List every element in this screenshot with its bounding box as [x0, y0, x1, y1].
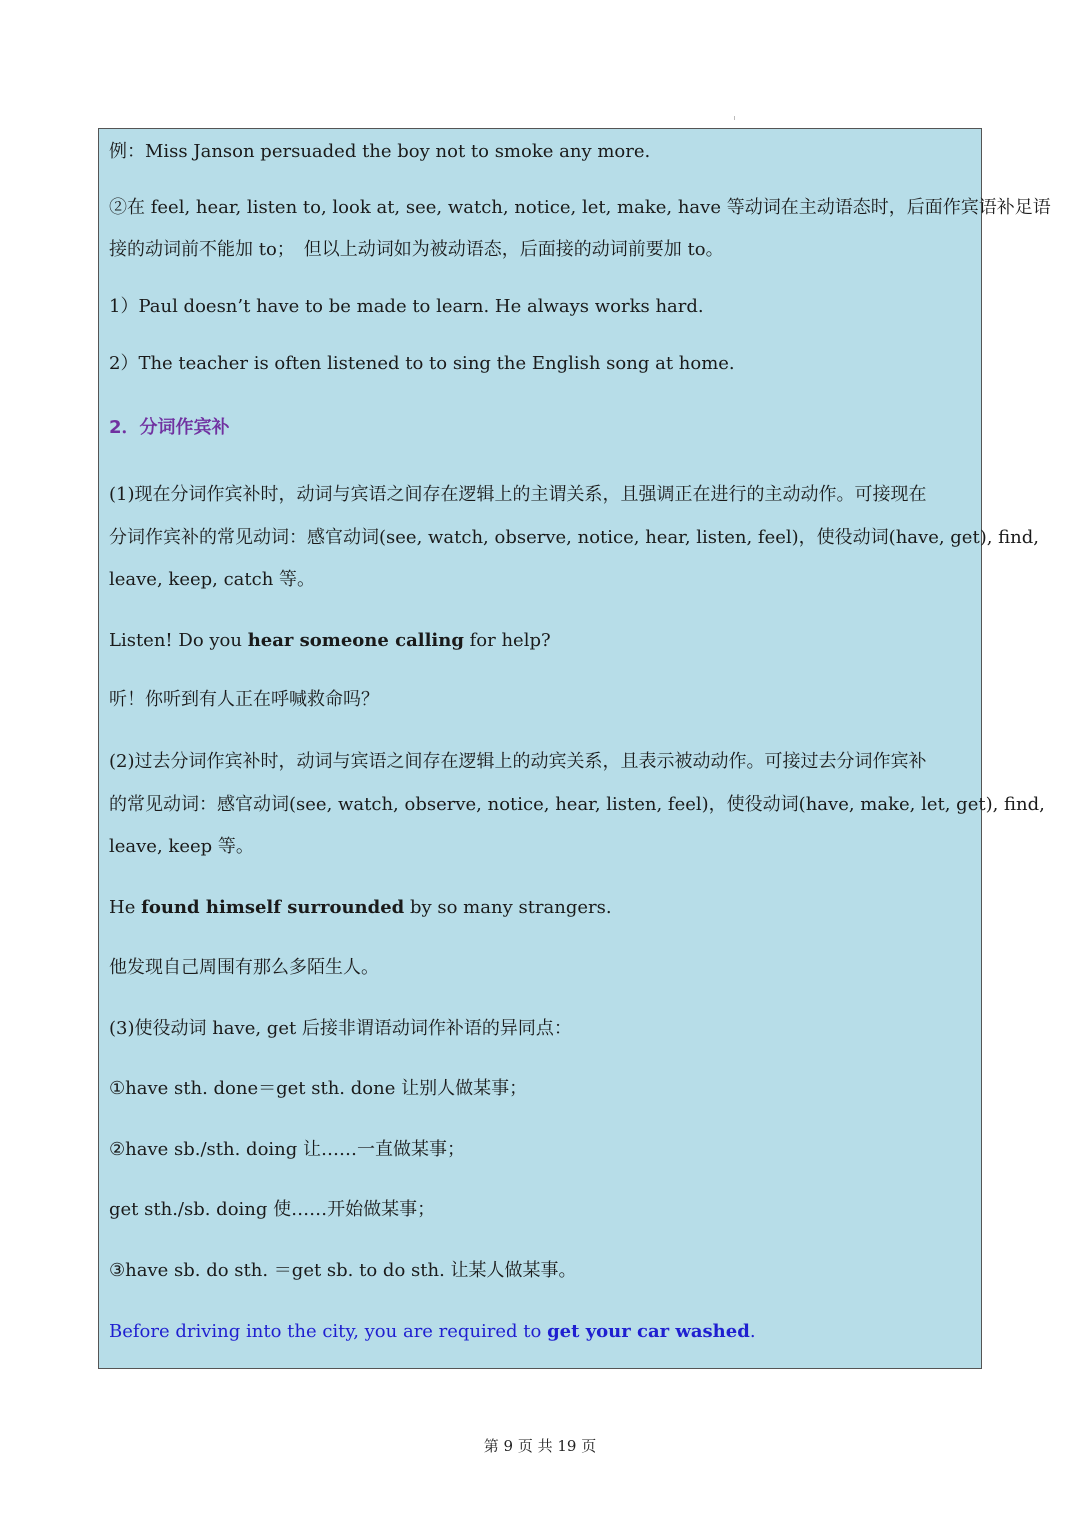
example-text: Listen! Do you — [109, 630, 248, 651]
example-line — [109, 629, 551, 653]
example-emphasis: hear someone calling — [247, 630, 464, 651]
example-text: He — [109, 897, 142, 918]
rule-line: ③have sb. do sth. ＝get sb. to do sth. 让某人做某事。 — [109, 1260, 577, 1281]
text-line: leave, keep 等。 — [109, 836, 254, 857]
rule-line: ①have sth. done＝get sth. done 让别人做某事； — [109, 1078, 528, 1099]
text-line: 例：Miss Janson persuaded the boy not to smoke any more. — [109, 141, 651, 162]
example-text: Before driving into the city, you are required to — [109, 1321, 548, 1342]
example-emphasis: found himself surrounded — [141, 897, 405, 918]
text-line: ②在 feel, hear, listen to, look at, see, watch, notice, let, make, have 等动词在主动语态时，后面作宾语补足语 — [109, 197, 1051, 218]
text-line: leave, keep, catch 等。 — [109, 569, 316, 590]
page-mark — [734, 116, 735, 120]
text-line: (3)使役动词 have, get 后接非谓语动词作补语的异同点： — [109, 1018, 572, 1039]
translation-line: 他发现自己周围有那么多陌生人。 — [109, 957, 379, 978]
content-box — [98, 128, 1051, 1369]
page-footer: 第 9 页 共 19 页 — [483, 1437, 597, 1455]
text-line: 分词作宾补的常见动词：感官动词(see, watch, observe, notice, hear, listen, feel)，使役动词(have, get), find, — [109, 527, 1040, 548]
text-line: 的常见动词：感官动词(see, watch, observe, notice, hear, listen, feel)，使役动词(have, make, let, get), find, — [109, 794, 1045, 815]
rule-line: ②have sb./sth. doing 让……一直做某事； — [109, 1139, 466, 1160]
example-text: . — [749, 1321, 756, 1342]
example-line: 2）The teacher is often listened to to sing the English song at home. — [109, 353, 735, 374]
example-text: for help? — [463, 630, 551, 651]
text-line: (2)过去分词作宾补时，动词与宾语之间存在逻辑上的动宾关系，且表示被动动作。可接过去分词作宾补 — [109, 751, 927, 772]
section-heading: 2．分词作宾补 — [109, 417, 230, 438]
rule-line: get sth./sb. doing 使……开始做某事； — [109, 1199, 436, 1220]
example-text: by so many strangers. — [404, 897, 612, 918]
text-line: 接的动词前不能加 to； 但以上动词如为被动语态，后面接的动词前要加 to。 — [109, 239, 724, 260]
text-line: (1)现在分词作宾补时，动词与宾语之间存在逻辑上的主谓关系，且强调正在进行的主动动作。可接现在 — [109, 484, 927, 505]
example-line: 1）Paul doesn’t have to be made to learn. He always works hard. — [109, 296, 704, 317]
example-line — [109, 896, 612, 920]
translation-line: 听！你听到有人正在呼喊救命吗？ — [109, 689, 379, 710]
example-line — [109, 1320, 756, 1344]
example-emphasis: get your car washed — [547, 1321, 750, 1342]
